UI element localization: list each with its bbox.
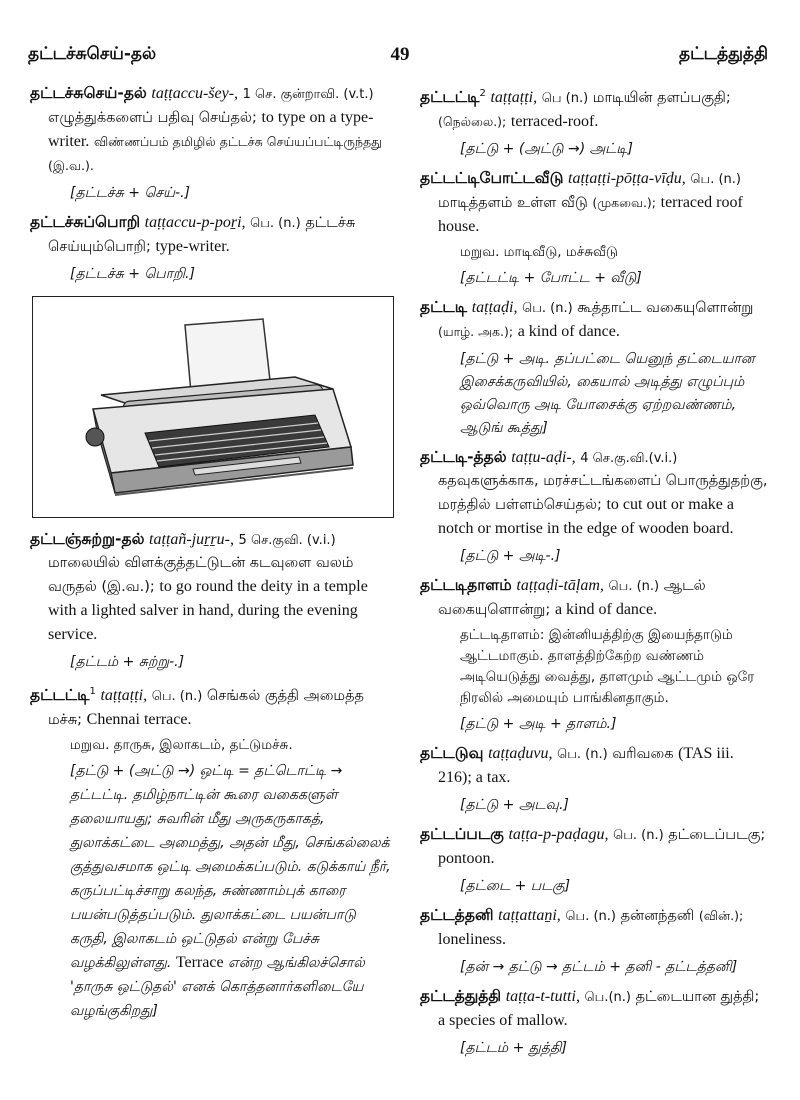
headword: தட்டட்டிபோட்டவீடு: [420, 168, 564, 187]
meaning-tamil: கூத்தாட்ட வகையுளொன்று: [577, 299, 754, 316]
headword: தட்டடி-த்தல்: [420, 447, 507, 466]
meaning-tamil: வரிவகை: [612, 745, 674, 762]
typewriter-icon: [33, 297, 392, 516]
etymology: [தட்டு + அடவு.]: [460, 796, 569, 813]
entry-tattaccu-sey: [30, 82, 398, 205]
etymology-english-word: Terrace: [175, 953, 224, 971]
running-head-right: தட்டத்துத்தி: [679, 44, 768, 64]
grammar: பெ (n.): [541, 90, 589, 106]
etymology: [தட்டச்சு + செய்-.]: [70, 185, 190, 201]
meaning-tamil: தட்டைப்படகு;: [668, 826, 766, 843]
headword: தட்டடி: [420, 297, 468, 316]
meaning-tamil: ஆடல் வகையுளொன்று;: [438, 577, 706, 618]
source: (முகவை.);: [592, 194, 657, 210]
etymology: [தட்டம் + சுற்று-.]: [70, 654, 185, 670]
entry-tattaduvu: [420, 742, 770, 817]
grammar: பெ. (n.): [522, 300, 573, 316]
grammar: பெ. (n.): [565, 908, 616, 924]
meaning-english: to go round the deity in a temple with a lighted salver in hand, during the evening service.: [48, 578, 368, 643]
meaning-tamil: மாடியின் தளப்பகுதி;: [592, 89, 731, 106]
grammar: 5 செ.குவி. (v.i.): [238, 533, 336, 548]
synonyms: மறுவ. தாருசு, இலாகடம், தட்டுமச்சு.: [70, 736, 293, 753]
meaning-english: Chennai terrace.: [86, 710, 192, 728]
headword: தட்டச்சுசெய்-தல்: [30, 84, 147, 102]
meaning-english: to cut out or make a notch or mortise in the edge of wooden board.: [438, 495, 734, 537]
grammar: பெ. (n.): [151, 688, 203, 704]
etymology: [தட்டு + அடி-.]: [460, 547, 561, 564]
transliteration: taṭṭaḍuvu,: [488, 744, 553, 762]
headword: தட்டடுவு: [420, 743, 484, 762]
grammar: பெ. (n.): [557, 746, 608, 762]
meaning-tamil: மாலையில் விளக்குத்தட்டுடன் கடவுளை வலம் வருதல் (இ.வ.);: [48, 555, 354, 595]
transliteration: taṭṭattaṉi,: [498, 906, 561, 924]
meaning-english: pontoon.: [438, 849, 495, 867]
entry-tatta-p-padagu: [420, 823, 770, 898]
entry-tattan-jurru: [30, 528, 398, 674]
headword: தட்டஞ்சுற்று-தல்: [30, 530, 145, 548]
grammar: 4 செ.கு.வி.(v.i.): [580, 450, 678, 466]
transliteration: taṭṭu-aḍi-,: [511, 448, 576, 466]
entry-tattaccu-p-pori: [30, 211, 398, 286]
entry-tattadi-talam: [420, 574, 770, 736]
meaning-english: type-writer.: [155, 238, 230, 255]
synonyms: மறுவ. மாடிவீடு, மச்சுவீடு: [460, 243, 618, 260]
headword: தட்டப்படகு: [420, 824, 504, 843]
entry-tattattani: [420, 904, 770, 979]
transliteration: taṭṭaḍi,: [471, 298, 518, 316]
etymology: [தட்டு + (அட்டு →) அட்டி]: [460, 140, 633, 157]
entry-tattatti-2: [420, 82, 770, 161]
etymology-tamil: [தட்டு + (அட்டு →) ஒட்டி = தட்டொட்டி → தட்டட்டி. தமிழ்நாட்டின் கூரை வகைகளுள் தலையாயது; சுவரின் மீது அருகருகாகத், துலாக்கட்டை அமைத்து, அதன் மீது, செங்கல்லைக் குத்துவசமாக ஒட்டி அமைக்கப்படும். கடுக்காய் நீர், கருப்பட்டிச்சாறு கலந்த, சுண்ணாம்புக் காரை பயன்படுத்தப்படும். துலாக்கட்டை பயன்பாடு கருதி, இலாகடம் ஒட்டுதல் என்று பேச்சு வழக்கிலுள்ளது.: [70, 762, 391, 971]
transliteration: taṭṭaccu-p-poṟi,: [144, 214, 246, 231]
meaning-tamil: மாடித்தளம் உள்ள வீடு: [438, 194, 588, 211]
running-head-left: தட்டச்சுசெய்-தல்: [28, 44, 157, 64]
grammar: பெ. (n.): [250, 216, 301, 231]
etymology: [தட்டை + படகு]: [460, 877, 571, 894]
entry-tattadi: [420, 296, 770, 440]
grammar: பெ.(n.): [584, 989, 631, 1005]
headword: தட்டடிதாளம்: [420, 575, 512, 594]
note: தட்டடிதாளம்: இன்னியத்திற்கு இயைந்தாடும் ஆட்டமாகும். தாளத்திற்கேற்ற வண்ணம் அடியெடுத்து வைத்து, தாளமும் ஆட்டமும் ஒரே நிரலில் அமையும் பாங்கினதாகும்.: [460, 626, 755, 706]
etymology: [தன் → தட்டு → தட்டம் + தனி - தட்டத்தனி]: [460, 958, 738, 975]
page-number: 49: [390, 44, 410, 65]
headword: தட்டச்சுப்பொறி: [30, 213, 141, 231]
etymology: [தட்டு + அடி + தாளம்.]: [460, 715, 617, 732]
meaning-english: (TAS iii. 216); a tax.: [438, 744, 734, 786]
example: விண்ணப்பம் தமிழில் தட்டச்சு செய்யப்பட்டிருந்தது (இ.வ.).: [48, 134, 382, 173]
transliteration: taṭṭaccu-šey-,: [151, 85, 239, 102]
etymology: [தட்டட்டி + போட்ட + வீடு]: [460, 269, 642, 286]
entry-tattatti-1: [30, 680, 398, 1023]
transliteration: taṭṭa-p-paḍagu,: [508, 825, 609, 843]
transliteration: taṭṭaṭṭi,: [490, 88, 538, 106]
etymology: [தட்டம் + துத்தி]: [460, 1039, 567, 1056]
grammar: பெ. (n.): [613, 827, 664, 843]
meaning-english: to type on a type-writer.: [48, 109, 374, 150]
source: (நெல்லை.);: [438, 113, 507, 129]
etymology: [தட்டு + அடி. தப்பட்டை யெனுந் தட்டையான இசைக்கருவியில், கையால் அடித்து எழுப்பும் ஒவ்வொரு அடி யோசைக்கு ஏற்றவண்ணம், ஆடுங் கூத்து]: [460, 350, 755, 436]
entry-tattu-adi: [420, 446, 770, 568]
headword: தட்டட்டி: [420, 87, 480, 106]
source: (யாழ். அக.);: [438, 323, 514, 339]
meaning-tamil: எழுத்துக்களைப் பதிவு செய்தல்;: [48, 110, 257, 126]
meaning-english: loneliness.: [438, 930, 506, 948]
meaning-english: a kind of dance.: [517, 322, 620, 340]
typewriter-illustration: [32, 296, 394, 518]
meaning-tamil: தட்டச்சு செய்யும்பொறி;: [48, 215, 356, 255]
homograph-number: 2: [479, 88, 486, 99]
transliteration: taṭṭa-t-tutti,: [505, 987, 580, 1005]
meaning-tamil: தன்னந்தனி: [620, 907, 695, 924]
meaning-english: a species of mallow.: [438, 1011, 568, 1029]
etymology: [தட்டச்சு + பொறி.]: [70, 266, 195, 282]
homograph-number: 1: [89, 686, 96, 697]
etymology: [30, 759, 398, 1023]
meaning-tamil: தட்டையான துத்தி;: [635, 988, 760, 1005]
headword: தட்டத்தனி: [420, 905, 494, 924]
meaning-english: a kind of dance.: [554, 600, 658, 618]
right-column: [420, 82, 770, 1066]
transliteration: taṭṭaḍi-tāḷam,: [516, 576, 604, 594]
etymology-tamil-continued: என்ற ஆங்கிலச்சொல் 'தாருசு ஒட்டுதல்' எனக் கொத்தனார்களிடையே வழங்குகிறது]: [70, 954, 365, 1019]
meaning-english: terraced-roof.: [510, 112, 599, 130]
meaning-english: terraced roof house.: [438, 193, 743, 235]
grammar: பெ. (n.): [690, 171, 741, 187]
headword: தட்டத்துத்தி: [420, 986, 502, 1005]
meaning-tamil: கதவுகளுக்காக, மரச்சட்டங்களைப் பொருத்துதற்கு, மரத்தில் பள்ளம்செய்தல்;: [438, 472, 768, 513]
meaning-tamil: செங்கல் குத்தி அமைத்த மச்சு;: [48, 687, 364, 728]
headword: தட்டட்டி: [30, 685, 90, 704]
transliteration: taṭṭaṭṭi-pōṭṭa-vīḍu,: [568, 169, 686, 187]
grammar: 1 செ. குன்றாவி. (v.t.): [242, 87, 374, 102]
entry-tattatti-potta-vidu: [420, 167, 770, 290]
left-column: [30, 82, 398, 1029]
grammar: பெ. (n.): [608, 578, 660, 594]
transliteration: taṭṭaṭṭi,: [100, 686, 148, 704]
source: (வின்.);: [698, 907, 744, 923]
transliteration: taṭṭañ-juṟṟu-,: [149, 531, 234, 548]
entry-tatta-t-tutti: [420, 985, 770, 1060]
